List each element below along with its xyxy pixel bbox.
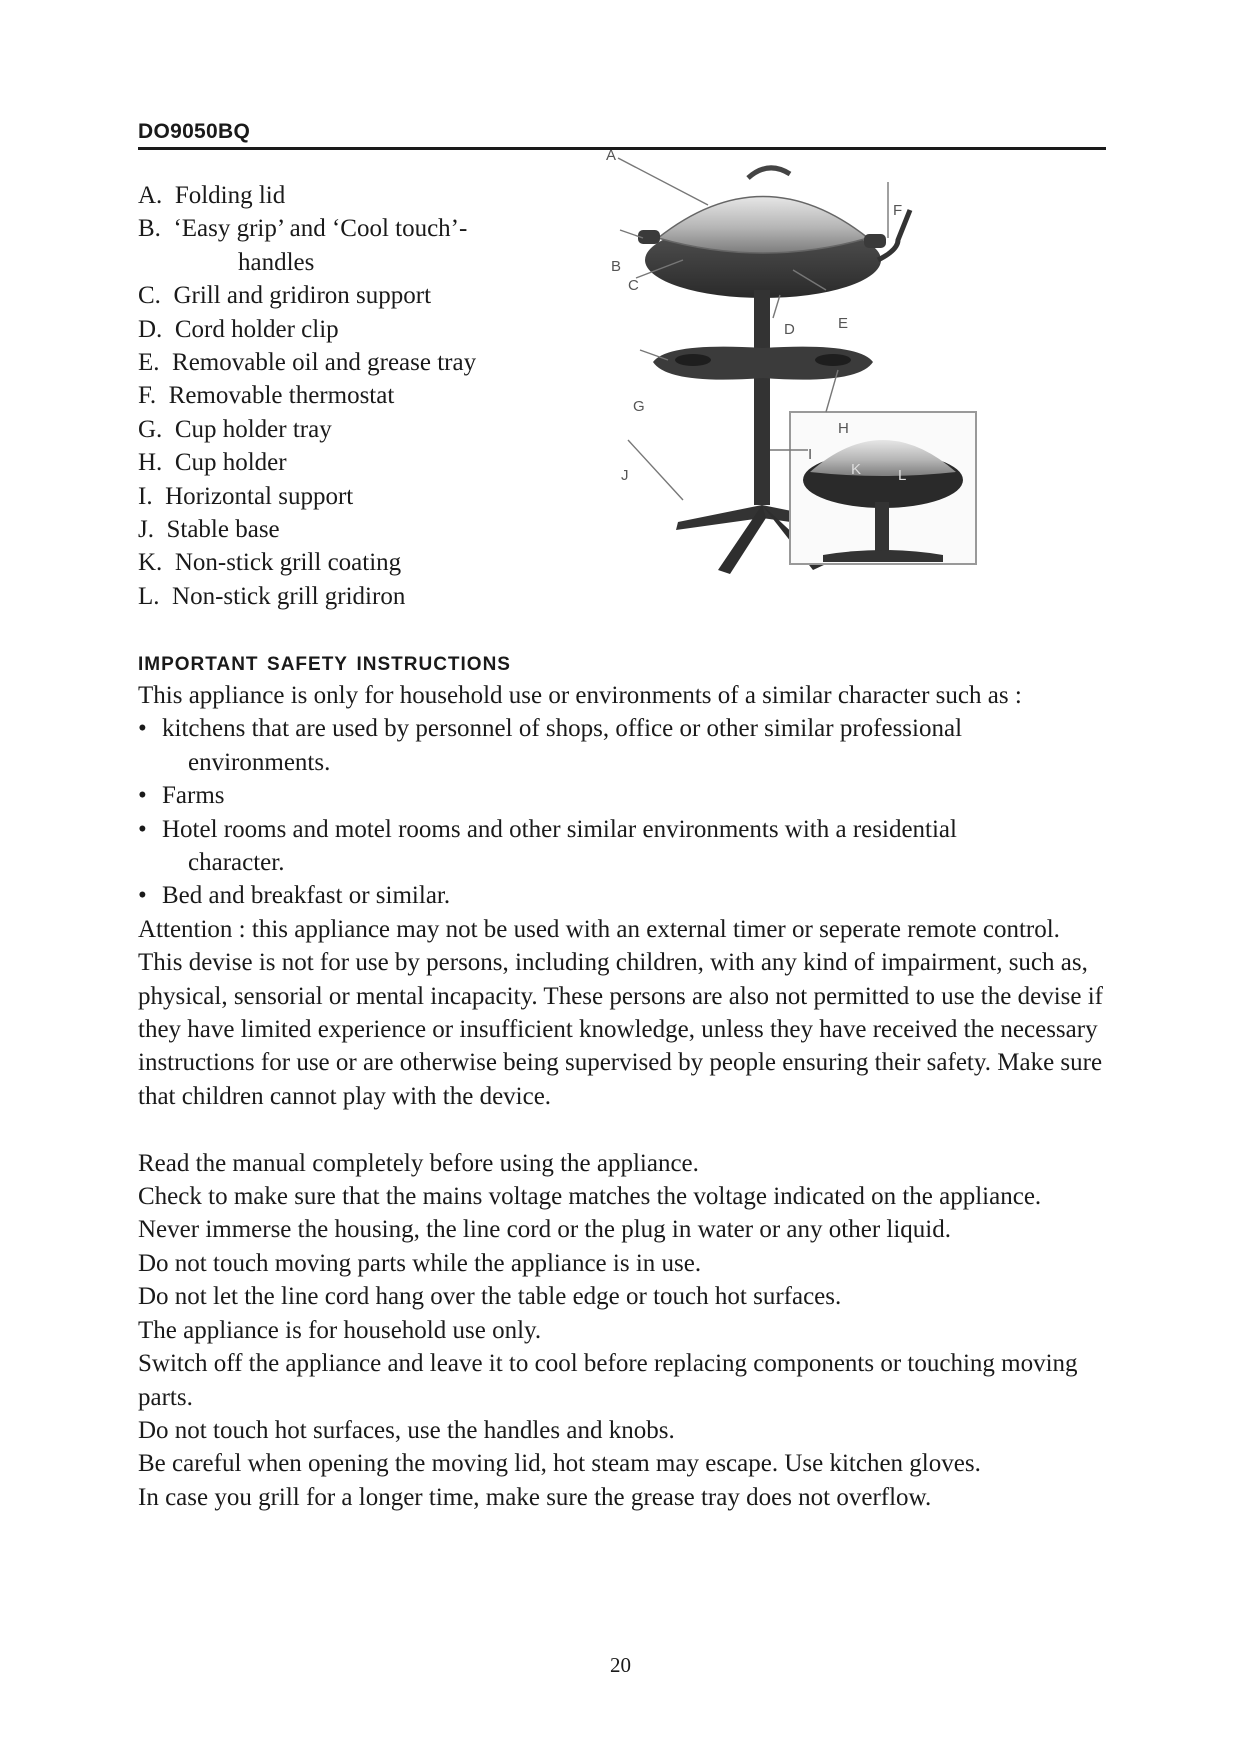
part-item-b	[138, 212, 608, 245]
label-b: B	[611, 258, 622, 275]
model-number: DO9050BQ	[138, 120, 251, 143]
part-letter: K.	[138, 549, 163, 577]
label-a: A	[606, 150, 617, 164]
part-letter: C.	[138, 282, 161, 310]
bullet-item	[138, 813, 1113, 880]
part-name: ‘Easy grip’ and ‘Cool touch’-	[173, 215, 468, 243]
label-d: D	[784, 321, 795, 338]
part-item-f	[138, 379, 608, 412]
bullet-dot: •	[138, 882, 147, 910]
bullet-dot: •	[138, 715, 147, 743]
part-name: Folding lid	[174, 182, 286, 209]
attention-paragraph: Attention : this appliance may not be used with an external timer or seperate remote control.	[138, 915, 1060, 943]
label-g: G	[633, 398, 645, 415]
part-name: Grill and gridiron support	[173, 282, 432, 310]
bullet-item	[138, 712, 1113, 779]
part-letter: G.	[138, 415, 163, 443]
grill-inset-illustration	[790, 412, 976, 564]
page-number: 20	[610, 1653, 631, 1677]
instruction-line: Read the manual completely before using the appliance.	[138, 1149, 699, 1177]
bullet-dot: •	[138, 815, 147, 843]
part-letter: L.	[138, 582, 160, 610]
part-item-j	[138, 513, 608, 546]
part-item-b-continued: handles	[238, 248, 315, 276]
instruction-line: Do not touch moving parts while the appliance is in use.	[138, 1249, 702, 1277]
part-letter: B.	[138, 215, 161, 243]
part-item-k	[138, 546, 608, 579]
paragraph-gap	[138, 1113, 1113, 1146]
part-letter: F.	[138, 382, 157, 410]
label-c: C	[628, 277, 639, 294]
instruction-line: Check to make sure that the mains voltage matches the voltage indicated on the appliance.	[138, 1183, 1042, 1211]
grill-diagram	[598, 150, 1108, 640]
safety-heading: important safety instructions	[138, 646, 511, 676]
part-name: Non-stick grill gridiron	[172, 582, 406, 610]
bullet-text: kitchens that are used by personnel of shops, office or other similar professional	[162, 715, 963, 743]
part-name: Horizontal support	[165, 482, 354, 510]
label-f: F	[893, 202, 903, 219]
part-name: Cord holder clip	[174, 315, 339, 343]
instruction-line: In case you grill for a longer time, make sure the grease tray does not overflow.	[138, 1483, 932, 1511]
instruction-line: Never immerse the housing, the line cord or the plug in water or any other liquid.	[138, 1216, 951, 1244]
part-item-h	[138, 446, 608, 479]
part-item-i	[138, 480, 608, 513]
intro-paragraph: This appliance is only for household use or environments of a similar character such as :	[138, 682, 1022, 709]
part-name: Removable oil and grease tray	[172, 349, 477, 377]
part-letter: I.	[138, 482, 153, 510]
part-item-g	[138, 413, 608, 446]
bullet-text-continued: environments.	[188, 748, 331, 776]
label-k: K	[851, 461, 862, 478]
part-name: Stable base	[166, 516, 280, 544]
part-item-l	[138, 580, 608, 613]
instruction-line: The appliance is for household use only.	[138, 1316, 542, 1344]
instruction-line: Do not let the line cord hang over the table edge or touch hot surfaces.	[138, 1283, 842, 1311]
part-item-d	[138, 313, 608, 346]
part-letter: D.	[138, 315, 163, 343]
label-e: E	[838, 315, 849, 332]
bullet-dot: •	[138, 782, 147, 810]
bullet-text: Hotel rooms and motel rooms and other similar environments with a residential	[162, 815, 957, 843]
part-name: Cup holder tray	[174, 415, 332, 443]
part-name: Non-stick grill coating	[174, 549, 402, 577]
bullet-item	[138, 779, 1113, 812]
part-name: Removable thermostat	[168, 382, 395, 410]
part-letter: H.	[138, 449, 163, 477]
bullet-text: Farms	[162, 782, 225, 810]
part-item-e	[138, 346, 608, 379]
label-l: L	[898, 467, 907, 484]
part-letter: E.	[138, 349, 160, 377]
bullet-item	[138, 879, 1113, 912]
devise-paragraph: This devise is not for use by persons, including children, with any kind of impairment, such as, physical, sensorial or mental incapacity. These persons are also not permitted to use the devise if they have limited experience or insufficient knowledge, unless they have received the necessary instructions for use or are otherwise being supervised by people ensuring their safety. Make sure that children cannot play with the device.	[138, 949, 1103, 1110]
part-letter: A.	[138, 182, 163, 209]
bullet-text-continued: character.	[188, 849, 285, 877]
bullet-text: Bed and breakfast or similar.	[162, 882, 451, 910]
label-h: H	[838, 420, 849, 437]
instruction-line: Do not touch hot surfaces, use the handles and knobs.	[138, 1416, 675, 1444]
label-i: I	[808, 446, 813, 463]
part-letter: J.	[138, 516, 154, 544]
part-name: Cup holder	[174, 449, 287, 477]
label-j: J	[621, 467, 629, 484]
parts-list	[138, 179, 608, 613]
safety-body	[138, 679, 1113, 1514]
instruction-line: Be careful when opening the moving lid, hot steam may escape. Use kitchen gloves.	[138, 1450, 981, 1478]
part-item-c	[138, 279, 608, 312]
part-item-a	[138, 179, 608, 212]
instruction-line: Switch off the appliance and leave it to cool before replacing components or touching moving parts.	[138, 1350, 1078, 1411]
